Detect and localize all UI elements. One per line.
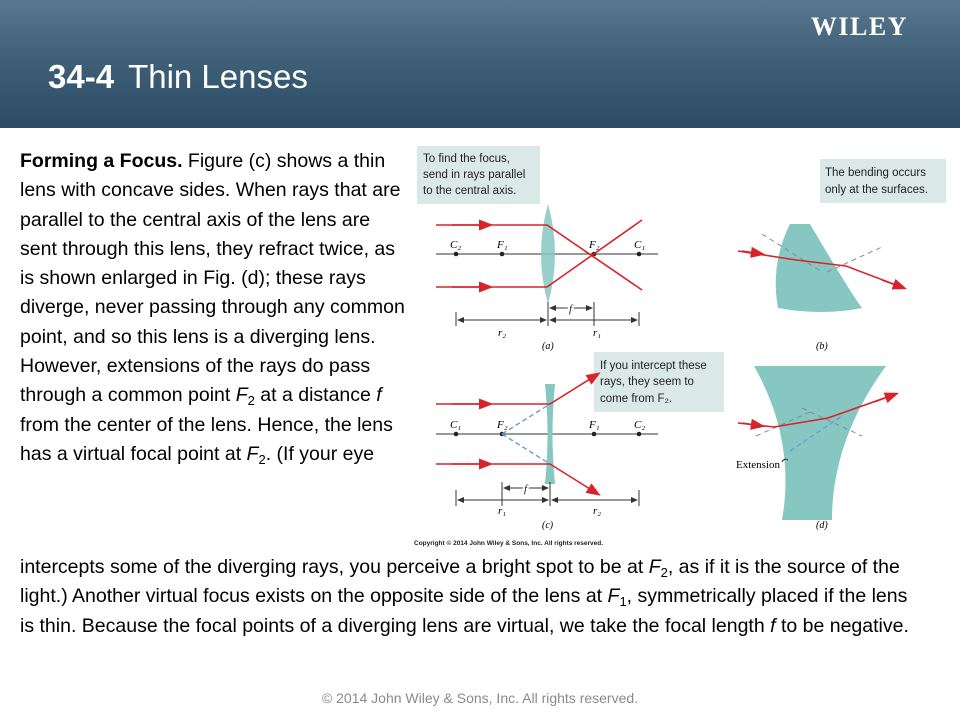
sub-2: 2 — [247, 393, 255, 409]
panel-label-c: (c) — [542, 520, 554, 531]
body-text-g: , symmetrically placed if the lens is thin. Because the focal points of a diverging lens are virtual, we take the focal length — [20, 585, 908, 637]
label-F2-c: F₂ — [497, 419, 508, 431]
extension-label: Extension — [736, 459, 780, 471]
callout-a-line-3: to the central axis. — [423, 185, 517, 197]
point-C1-c — [454, 432, 459, 437]
body-text-d: . (If your eye — [265, 442, 375, 465]
point-C2-c — [637, 432, 642, 437]
extension-c-top — [502, 404, 550, 434]
wiley-logo: WILEY — [810, 12, 908, 41]
label-f-c: f — [524, 483, 528, 495]
panel-c — [436, 352, 724, 531]
point-C1-a — [637, 252, 642, 257]
body-text-column — [20, 147, 405, 469]
label-C2-c: C₂ — [634, 419, 646, 431]
body-text-b: at a distance — [254, 384, 377, 407]
footer-copyright: © 2014 John Wiley & Sons, Inc. All rights reserved. — [321, 690, 639, 706]
label-C2-a: C₂ — [450, 239, 462, 251]
var-f: f — [376, 384, 382, 407]
section-number: 34-4 — [48, 58, 115, 95]
label-C1-a: C₁ — [634, 239, 646, 251]
body-text-c: from the center of the lens. Hence, the lens has a virtual focal point at — [20, 413, 393, 465]
callout-c-line-1: If you intercept these — [600, 360, 707, 372]
var-F: F — [246, 442, 259, 465]
point-F1-c — [592, 432, 597, 437]
var-f: f — [770, 614, 776, 637]
extension-c-bottom — [502, 434, 550, 464]
label-r2-c: r₂ — [593, 505, 602, 517]
panel-a — [417, 146, 658, 352]
ray-c-bottom — [436, 464, 598, 494]
body-text-full — [20, 553, 925, 641]
panel-label-b: (b) — [816, 341, 828, 352]
label-r1-c: r₁ — [498, 505, 507, 517]
label-F1-c: F₁ — [589, 419, 600, 431]
ray-c-top — [436, 374, 598, 404]
slide-header — [0, 0, 960, 128]
normal-b-right — [827, 247, 882, 272]
body-text-a: Figure (c) shows a thin lens with concave sides. When rays that are parallel to the central axis of the lens are sent through this lens, they refract twice, as is shown enlarged in Fig. (d); these rays diverge, never passing through any common point, and so this lens is a diverging lens. However, extensions of the rays do pass through a common point — [20, 150, 405, 407]
section-title: Thin Lenses — [128, 58, 308, 95]
ray-a-top — [436, 225, 642, 290]
convex-lens — [541, 204, 555, 304]
sub-2: 2 — [258, 451, 266, 467]
body-text-e: intercepts some of the diverging rays, you perceive a bright spot to be at — [20, 556, 649, 578]
callout-b-box — [820, 159, 946, 203]
label-F2-a: F₂ — [589, 239, 600, 251]
slide-title — [48, 58, 308, 96]
label-C1-c: C₁ — [450, 419, 462, 431]
panel-b — [738, 159, 946, 352]
lead-heading: Forming a Focus. — [20, 150, 183, 172]
panel-label-a: (a) — [542, 341, 554, 352]
label-r1-a: r₁ — [593, 327, 602, 339]
body-text-f: , as if it is the source of the light.) Another virtual focus exists on the opposite side of the lens at — [20, 556, 900, 608]
point-F1-a — [500, 252, 505, 257]
arrow-b-exit — [882, 280, 904, 288]
callout-c-line-2: rays, they seem to — [600, 376, 694, 388]
point-C2-a — [454, 252, 459, 257]
figure-copyright: Copyright © 2014 John Wiley & Sons, Inc. All rights reserved. — [414, 540, 604, 547]
label-r2-a: r₂ — [498, 327, 507, 339]
sub-2: 2 — [660, 565, 668, 580]
var-F: F — [235, 384, 248, 407]
callout-b-line-2: only at the surfaces. — [825, 184, 928, 196]
label-f-a: f — [569, 303, 573, 315]
var-F: F — [607, 585, 620, 608]
callout-a-line-1: To find the focus, — [423, 153, 510, 165]
panel-d — [736, 366, 896, 531]
callout-a-line-2: send in rays parallel — [423, 169, 526, 181]
callout-c-line-3: come from F₂. — [600, 393, 673, 405]
concave-lens-enlarged — [754, 366, 886, 520]
label-F1-a: F₁ — [497, 239, 508, 251]
callout-b-line-1: The bending occurs — [825, 167, 927, 179]
arrow-d-exit — [874, 394, 896, 402]
panel-label-d: (d) — [816, 520, 828, 531]
sub-1: 1 — [619, 594, 627, 610]
lens-figure — [412, 140, 960, 550]
var-F: F — [648, 556, 661, 578]
body-text-h: to be negative. — [775, 614, 909, 637]
